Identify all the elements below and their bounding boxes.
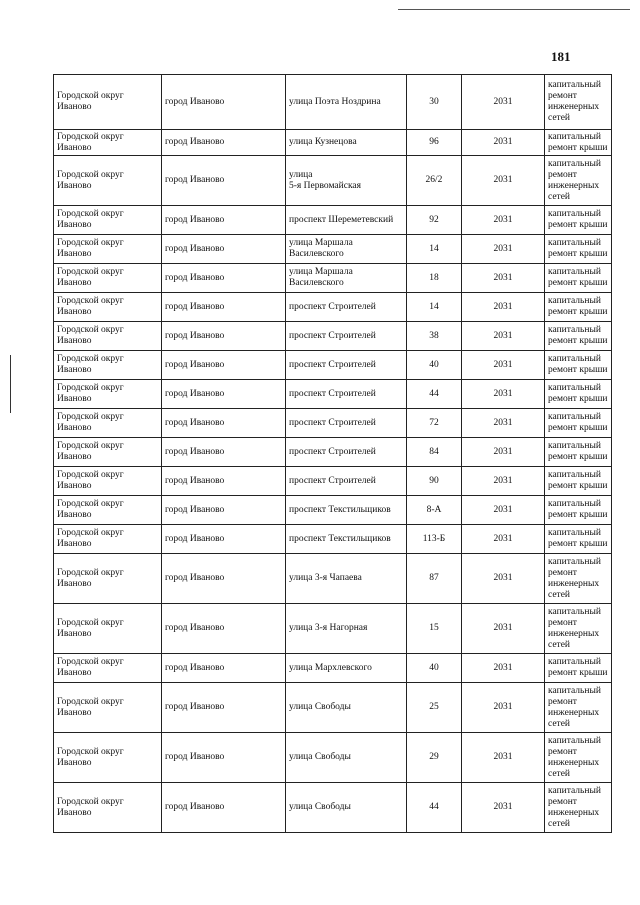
locality-cell: город Иваново: [162, 654, 286, 683]
house-number-cell: 25: [407, 683, 462, 733]
year-cell: 2031: [462, 130, 545, 156]
works-type-cell: капитальный ремонт инженерных сетей: [545, 604, 612, 654]
street-cell: улица Свободы: [286, 783, 407, 833]
street-cell: улица 3-я Чапаева: [286, 554, 407, 604]
street-cell: улица 5-я Первомайская: [286, 156, 407, 206]
year-cell: 2031: [462, 783, 545, 833]
house-number-cell: 92: [407, 206, 462, 235]
year-cell: 2031: [462, 293, 545, 322]
works-type-cell: капитальный ремонт крыши: [545, 206, 612, 235]
street-cell: улица Свободы: [286, 683, 407, 733]
district-cell: Городской округ Иваново: [54, 554, 162, 604]
street-cell: проспект Строителей: [286, 322, 407, 351]
district-cell: Городской округ Иваново: [54, 438, 162, 467]
works-type-cell: капитальный ремонт крыши: [545, 380, 612, 409]
table-row: [54, 409, 612, 438]
house-number-cell: 87: [407, 554, 462, 604]
works-type-cell: капитальный ремонт крыши: [545, 293, 612, 322]
locality-cell: город Иваново: [162, 604, 286, 654]
district-cell: Городской округ Иваново: [54, 235, 162, 264]
table-row: [54, 206, 612, 235]
table-row: [54, 438, 612, 467]
works-type-cell: капитальный ремонт инженерных сетей: [545, 75, 612, 130]
district-cell: Городской округ Иваново: [54, 467, 162, 496]
locality-cell: город Иваново: [162, 683, 286, 733]
locality-cell: город Иваново: [162, 380, 286, 409]
works-type-cell: капитальный ремонт инженерных сетей: [545, 733, 612, 783]
works-type-cell: капитальный ремонт крыши: [545, 235, 612, 264]
district-cell: Городской округ Иваново: [54, 683, 162, 733]
district-cell: Городской округ Иваново: [54, 322, 162, 351]
street-cell: улица Маршала Василевского: [286, 235, 407, 264]
locality-cell: город Иваново: [162, 783, 286, 833]
street-cell: проспект Строителей: [286, 438, 407, 467]
district-cell: Городской округ Иваново: [54, 783, 162, 833]
year-cell: 2031: [462, 264, 545, 293]
street-cell: проспект Строителей: [286, 293, 407, 322]
table-row: [54, 733, 612, 783]
works-type-cell: капитальный ремонт крыши: [545, 438, 612, 467]
works-type-cell: капитальный ремонт крыши: [545, 654, 612, 683]
works-type-cell: капитальный ремонт инженерных сетей: [545, 156, 612, 206]
house-number-cell: 14: [407, 293, 462, 322]
street-cell: проспект Текстильщиков: [286, 496, 407, 525]
year-cell: 2031: [462, 75, 545, 130]
district-cell: Городской округ Иваново: [54, 351, 162, 380]
table-row: [54, 130, 612, 156]
street-cell: улица Поэта Ноздрина: [286, 75, 407, 130]
table-row: [54, 783, 612, 833]
year-cell: 2031: [462, 409, 545, 438]
district-cell: Городской округ Иваново: [54, 409, 162, 438]
street-cell: улица Маршала Василевского: [286, 264, 407, 293]
house-number-cell: 44: [407, 380, 462, 409]
year-cell: 2031: [462, 554, 545, 604]
table-row: [54, 351, 612, 380]
works-type-cell: капитальный ремонт крыши: [545, 351, 612, 380]
house-number-cell: 29: [407, 733, 462, 783]
street-cell: проспект Строителей: [286, 351, 407, 380]
district-cell: Городской округ Иваново: [54, 75, 162, 130]
table-row: [54, 156, 612, 206]
table-row: [54, 467, 612, 496]
house-number-cell: 96: [407, 130, 462, 156]
table-row: [54, 380, 612, 409]
district-cell: Городской округ Иваново: [54, 733, 162, 783]
street-cell: проспект Строителей: [286, 380, 407, 409]
street-cell: улица Свободы: [286, 733, 407, 783]
house-number-cell: 40: [407, 654, 462, 683]
scan-edge-mark: [10, 355, 11, 413]
street-cell: улица Мархлевского: [286, 654, 407, 683]
year-cell: 2031: [462, 525, 545, 554]
works-type-cell: капитальный ремонт инженерных сетей: [545, 554, 612, 604]
house-number-cell: 84: [407, 438, 462, 467]
locality-cell: город Иваново: [162, 75, 286, 130]
locality-cell: город Иваново: [162, 130, 286, 156]
works-type-cell: капитальный ремонт крыши: [545, 467, 612, 496]
year-cell: 2031: [462, 156, 545, 206]
table-row: [54, 496, 612, 525]
street-cell: проспект Строителей: [286, 467, 407, 496]
table-row: [54, 525, 612, 554]
district-cell: Городской округ Иваново: [54, 264, 162, 293]
year-cell: 2031: [462, 206, 545, 235]
table-row: [54, 322, 612, 351]
locality-cell: город Иваново: [162, 351, 286, 380]
district-cell: Городской округ Иваново: [54, 654, 162, 683]
year-cell: 2031: [462, 235, 545, 264]
works-type-cell: капитальный ремонт крыши: [545, 409, 612, 438]
year-cell: 2031: [462, 496, 545, 525]
locality-cell: город Иваново: [162, 554, 286, 604]
year-cell: 2031: [462, 380, 545, 409]
district-cell: Городской округ Иваново: [54, 496, 162, 525]
district-cell: Городской округ Иваново: [54, 293, 162, 322]
works-type-cell: капитальный ремонт крыши: [545, 264, 612, 293]
house-number-cell: 90: [407, 467, 462, 496]
year-cell: 2031: [462, 322, 545, 351]
house-number-cell: 15: [407, 604, 462, 654]
table-row: [54, 683, 612, 733]
district-cell: Городской округ Иваново: [54, 604, 162, 654]
table-row: [54, 264, 612, 293]
house-number-cell: 26/2: [407, 156, 462, 206]
street-cell: проспект Строителей: [286, 409, 407, 438]
page-number: 181: [551, 49, 571, 64]
table-row: [54, 235, 612, 264]
locality-cell: город Иваново: [162, 467, 286, 496]
table-row: [54, 75, 612, 130]
house-number-cell: 8-А: [407, 496, 462, 525]
house-number-cell: 40: [407, 351, 462, 380]
repair-schedule-table: [53, 74, 612, 833]
district-cell: Городской округ Иваново: [54, 525, 162, 554]
header-rule: [398, 9, 630, 10]
works-type-cell: капитальный ремонт крыши: [545, 496, 612, 525]
works-type-cell: капитальный ремонт крыши: [545, 130, 612, 156]
street-cell: улица 3-я Нагорная: [286, 604, 407, 654]
works-type-cell: капитальный ремонт крыши: [545, 322, 612, 351]
locality-cell: город Иваново: [162, 733, 286, 783]
works-type-cell: капитальный ремонт инженерных сетей: [545, 683, 612, 733]
house-number-cell: 14: [407, 235, 462, 264]
locality-cell: город Иваново: [162, 322, 286, 351]
locality-cell: город Иваново: [162, 293, 286, 322]
house-number-cell: 113-Б: [407, 525, 462, 554]
locality-cell: город Иваново: [162, 525, 286, 554]
district-cell: Городской округ Иваново: [54, 380, 162, 409]
year-cell: 2031: [462, 438, 545, 467]
year-cell: 2031: [462, 604, 545, 654]
district-cell: Городской округ Иваново: [54, 130, 162, 156]
table-row: [54, 654, 612, 683]
house-number-cell: 30: [407, 75, 462, 130]
district-cell: Городской округ Иваново: [54, 156, 162, 206]
house-number-cell: 18: [407, 264, 462, 293]
district-cell: Городской округ Иваново: [54, 206, 162, 235]
year-cell: 2031: [462, 654, 545, 683]
street-cell: проспект Текстильщиков: [286, 525, 407, 554]
table-row: [54, 293, 612, 322]
locality-cell: город Иваново: [162, 156, 286, 206]
street-cell: проспект Шереметевский: [286, 206, 407, 235]
year-cell: 2031: [462, 467, 545, 496]
locality-cell: город Иваново: [162, 438, 286, 467]
street-cell: улица Кузнецова: [286, 130, 407, 156]
house-number-cell: 44: [407, 783, 462, 833]
locality-cell: город Иваново: [162, 496, 286, 525]
house-number-cell: 38: [407, 322, 462, 351]
year-cell: 2031: [462, 351, 545, 380]
table-row: [54, 554, 612, 604]
locality-cell: город Иваново: [162, 409, 286, 438]
locality-cell: город Иваново: [162, 264, 286, 293]
year-cell: 2031: [462, 733, 545, 783]
works-type-cell: капитальный ремонт инженерных сетей: [545, 783, 612, 833]
table-body: [54, 75, 612, 833]
locality-cell: город Иваново: [162, 235, 286, 264]
year-cell: 2031: [462, 683, 545, 733]
house-number-cell: 72: [407, 409, 462, 438]
locality-cell: город Иваново: [162, 206, 286, 235]
table-row: [54, 604, 612, 654]
works-type-cell: капитальный ремонт крыши: [545, 525, 612, 554]
